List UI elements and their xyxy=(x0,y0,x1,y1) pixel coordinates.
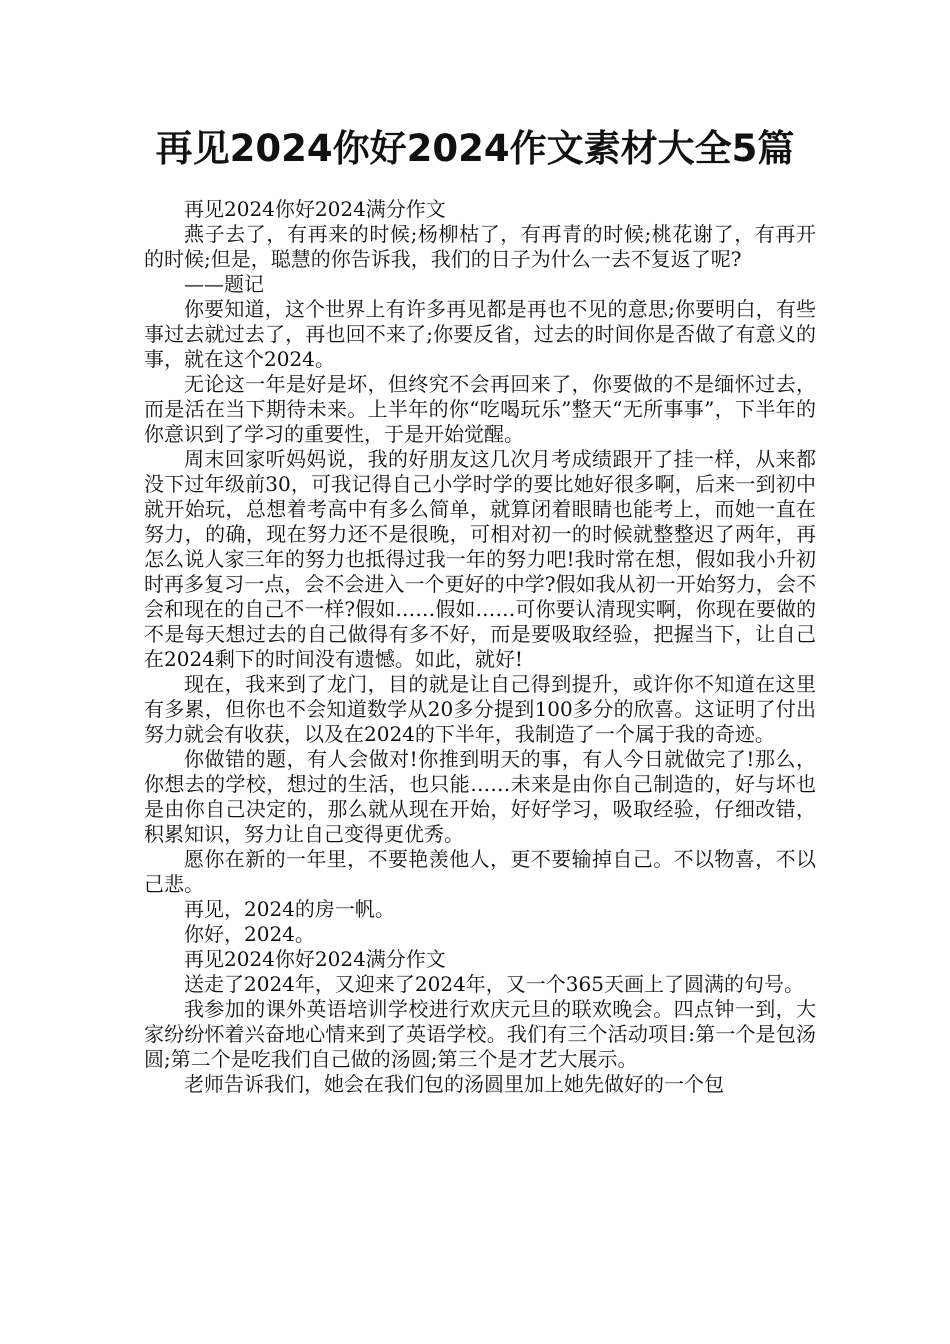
body-paragraph: 你做错的题，有人会做对!你推到明天的事，有人今日就做完了!那么，你想去的学校，想过的生活，也只能……未来是由你自己制造的，好与坏也是由你自己决定的，那么就从现在开始，好好学习，吸取经验，仔细改错，积累知识，努力让自己变得更优秀。 xyxy=(144,747,816,846)
body-paragraph: 燕子去了，有再来的时候;杨柳枯了，有再青的时候;桃花谢了，有再开的时候;但是，聪慧的你告诉我，我们的日子为什么一去不复返了呢? xyxy=(144,222,816,271)
document-body xyxy=(144,197,816,1097)
body-paragraph: 你要知道，这个世界上有许多再见都是再也不见的意思;你要明白，有些事过去就过去了，再也回不来了;你要反省，过去的时间你是否做了有意义的事，就在这个2024。 xyxy=(144,297,816,371)
document-title: 再见2024你好2024作文素材大全5篇 xyxy=(155,127,795,170)
body-paragraph: 愿你在新的一年里，不要艳羡他人，更不要输掉自己。不以物喜，不以己悲。 xyxy=(144,847,816,896)
body-paragraph: 现在，我来到了龙门，目的就是让自己得到提升，或许你不知道在这里有多累，但你也不会知道数学从20多分提到100多分的欣喜。这证明了付出努力就会有收获，以及在2024的下半年，我制造了一个属于我的奇迹。 xyxy=(144,672,816,746)
body-paragraph: 我参加的课外英语培训学校进行欢庆元旦的联欢晚会。四点钟一到，大家纷纷怀着兴奋地心情来到了英语学校。我们有三个活动项目:第一个是包汤圆;第二个是吃我们自己做的汤圆;第三个是才艺大展示。 xyxy=(144,997,816,1071)
body-paragraph: 老师告诉我们，她会在我们包的汤圆里加上她先做好的一个包 xyxy=(184,1072,724,1096)
section-heading: 再见2024你好2024满分作文 xyxy=(184,197,446,221)
epigraph-attribution: ——题记 xyxy=(184,272,264,296)
section-heading: 再见2024你好2024满分作文 xyxy=(184,947,446,971)
body-paragraph: 无论这一年是好是坏，但终究不会再回来了，你要做的不是缅怀过去，而是活在当下期待未来。上半年的你“吃喝玩乐”整天“无所事事”，下半年的你意识到了学习的重要性，于是开始觉醒。 xyxy=(144,372,816,446)
body-paragraph: 再见，2024的房一帆。 xyxy=(184,897,395,921)
body-paragraph: 送走了2024年，又迎来了2024年，又一个365天画上了圆满的句号。 xyxy=(184,972,804,996)
body-paragraph: 你好，2024。 xyxy=(184,922,315,946)
body-paragraph: 周末回家听妈妈说，我的好朋友这几次月考成绩跟开了挂一样，从来都没下过年级前30，可我记得自己小学时学的要比她好很多啊，后来一到初中就开始玩，总想着考高中有多么简单，就算闭着眼睛也能考上，而她一直在努力，的确，现在努力还不是很晚，可相对初一的时候就整整迟了两年，再怎么说人家三年的努力也抵得过我一年的努力吧!我时常在想，假如我小升初时再多复习一点，会不会进入一个更好的中学?假如我从初一开始努力，会不会和现在的自己不一样?假如……假如……可你要认清现实啊，你现在要做的不是每天想过去的自己做得有多不好，而是要吸取经验，把握当下，让自己在2024剩下的时间没有遗憾。如此，就好! xyxy=(144,447,816,671)
